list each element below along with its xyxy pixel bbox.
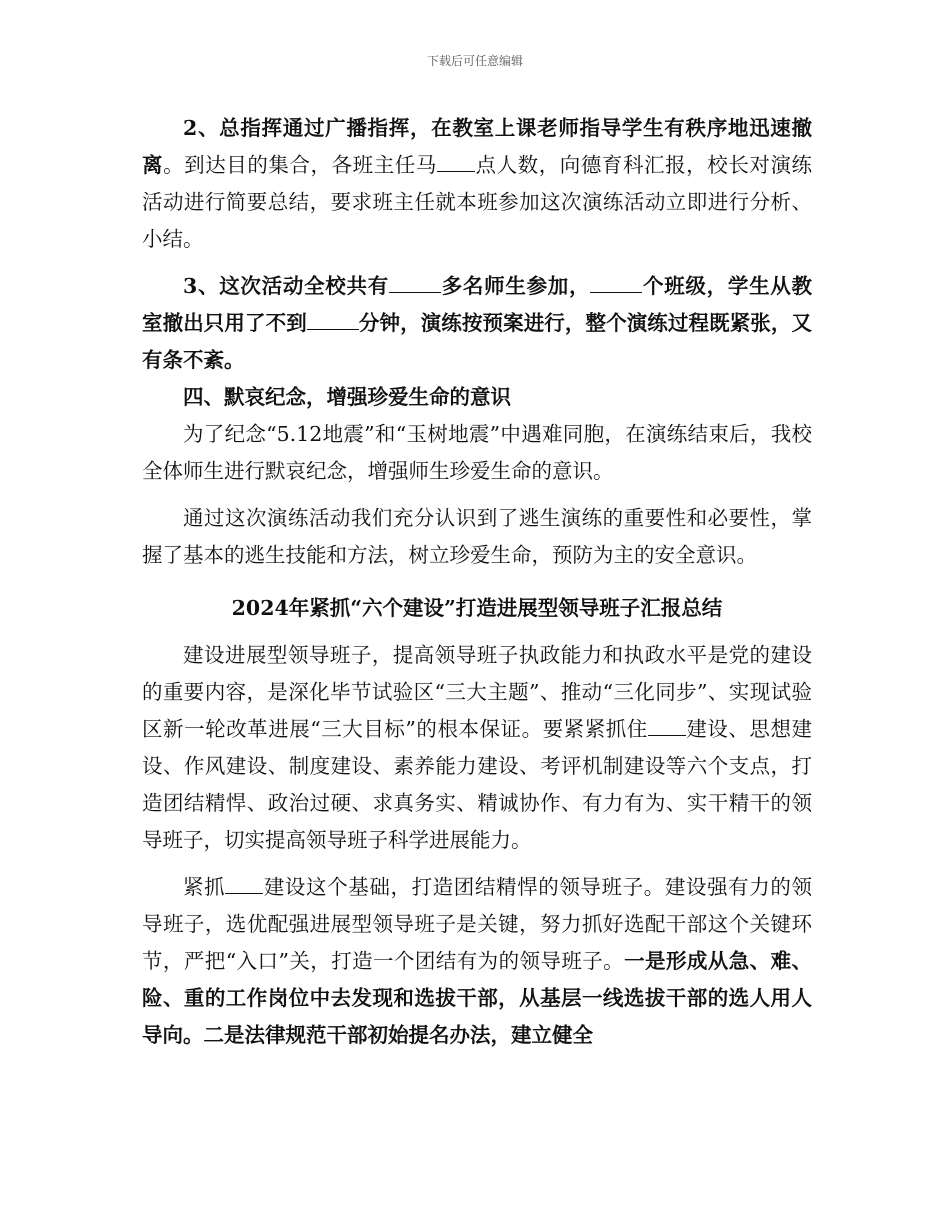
bold-text: 2、总指挥通过广播指挥，在教室上课老师指导学生有秩序地迅速撤离 [142,116,812,177]
paragraph-foundation [142,869,812,1054]
document-body [142,110,812,1054]
text: 点人数，向德育科汇报，校长对演练活动进行简要总结，要求班主任就本班参加这次演练活动立即进行分析、小结。 [142,153,813,251]
text: 紧抓 [183,875,226,899]
bold-text: 一是形成从急、难、险、重的工作岗位中去发现和选拔干部，从基层一线选拔干部的选人用人导向。二是法律规范干部初始提名办法，建立健全 [142,949,812,1047]
paragraph-participation [142,268,812,379]
fill-blank [648,715,686,737]
text: 。到达目的集合，各班主任马 [163,153,437,177]
fill-blank [437,151,475,173]
text: 多名师生参加， [440,274,591,298]
document-title: 2024年紧抓“六个建设”打造进展型领导班子汇报总结 [231,596,723,620]
text: 建设、思想建设、作风建设、制度建设、素养能力建设、考评机制建设等六个支点，打造团结精悍、政治过硬、求真务实、精诚协作、有力有为、实干精干的领导班子，切实提高领导班子科学进展能力。 [142,717,812,852]
text: 个班级，学生从教室撤出只用了不到 [142,274,813,335]
text: 3、这次活动全校共有 [183,274,389,298]
paragraph-intro [142,637,812,859]
page-header: 下载后可任意编辑 [426,54,523,68]
paragraph-memorial: 为了纪念“5.12地震”和“玉树地震”中遇难同胞，在演练结束后，我校全体师生进行默哀纪念，增强师生珍爱生命的意识。 [142,422,812,483]
text: 建设进展型领导班子，提高领导班子执政能力和执政水平是党的建设的重要内容，是深化毕节试验区“三大主题”、推动“三化同步”、实现试验区新一轮改革进展“三大目标”的根本保证。要紧紧抓住 [142,643,812,741]
fill-blank [590,272,642,294]
text: 建设这个基础，打造团结精悍的领导班子。建设强有力的领导班子，选优配强进展型领导班子是关键，努力抓好选配干部这个关键环节，严把“入口”关，打造一个团结有为的领导班子。 [142,875,813,973]
fill-blank [389,272,441,294]
fill-blank [307,309,359,331]
fill-blank [225,873,263,895]
paragraph-conclusion: 通过这次演练活动我们充分认识到了逃生演练的重要性和必要性，掌握了基本的逃生技能和方法，树立珍爱生命，预防为主的安全意识。 [142,506,812,567]
text: 分钟，演练按预案进行，整个演练过程既紧张，又有条不紊。 [142,311,813,372]
paragraph-evacuation [142,110,812,258]
section-heading: 四、默哀纪念，增强珍爱生命的意识 [183,385,511,409]
